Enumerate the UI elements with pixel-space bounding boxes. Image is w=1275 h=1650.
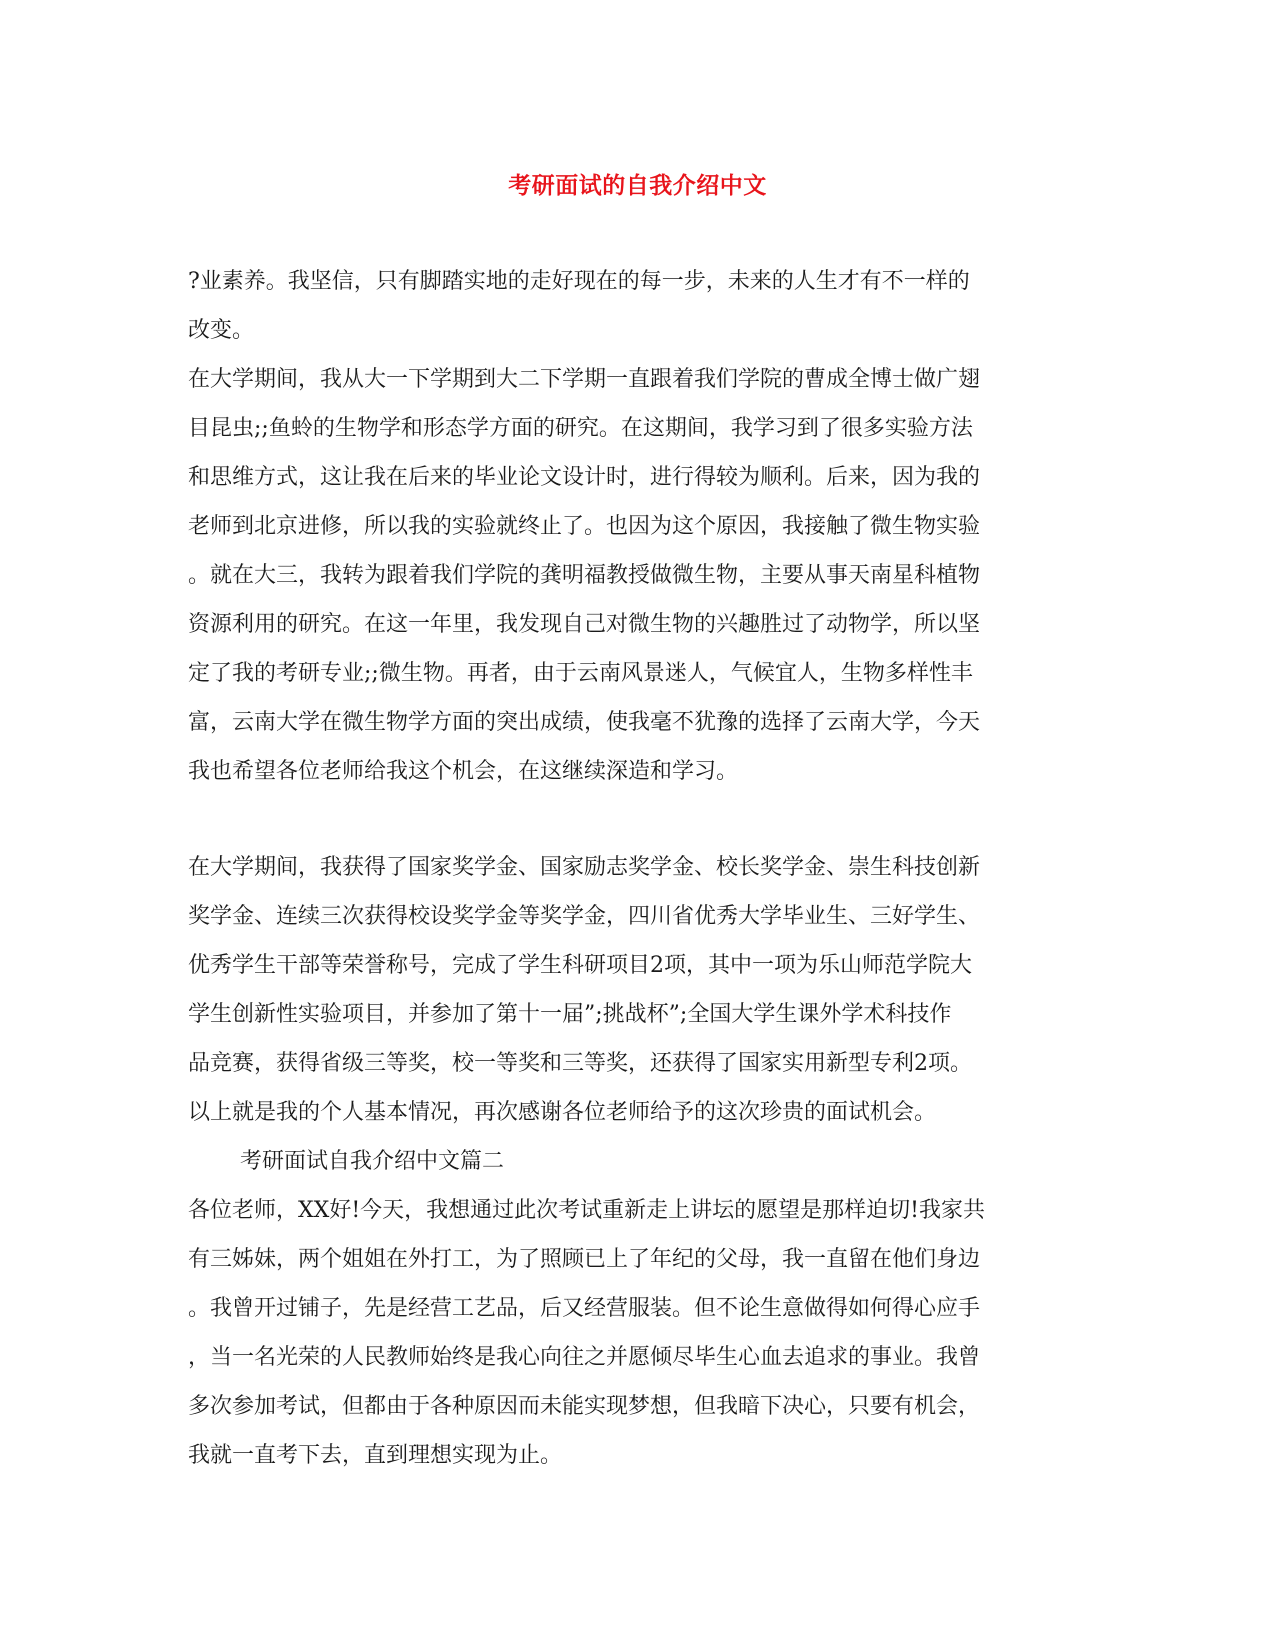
- text-line: 以上就是我的个人基本情况，再次感谢各位老师给予的这次珍贵的面试机会。: [188, 1100, 937, 1125]
- text-line: 老师到北京进修，所以我的实验就终止了。也因为这个原因，我接触了微生物实验: [188, 514, 981, 539]
- text-line: 优秀学生干部等荣誉称号，完成了学生科研项目2项，其中一项为乐山师范学院大: [188, 953, 972, 978]
- text-line: 多次参加考试，但都由于各种原因而未能实现梦想，但我暗下决心，只要有机会，: [188, 1394, 981, 1419]
- text-line: ?业素养。我坚信，只有脚踏实地的走好现在的每一步，未来的人生才有不一样的: [188, 269, 970, 294]
- text-line: ，当一名光荣的人民教师始终是我心向往之并愿倾尽毕生心血去追求的事业。我曾: [188, 1345, 981, 1370]
- section-heading: 考研面试自我介绍中文篇二: [240, 1149, 505, 1174]
- text-line: 。就在大三，我转为跟着我们学院的龚明福教授做微生物，主要从事天南星科植物: [188, 563, 981, 588]
- text-line: 富，云南大学在微生物学方面的突出成绩，使我毫不犹豫的选择了云南大学，今天: [188, 710, 981, 735]
- text-line: 定了我的考研专业;;微生物。再者，由于云南风景迷人，气候宜人，生物多样性丰: [188, 661, 973, 686]
- text-line: 我就一直考下去，直到理想实现为止。: [188, 1443, 563, 1468]
- text-line: 学生创新性实验项目，并参加了第十一届”;挑战杯”;全国大学生课外学术科技作: [188, 1002, 952, 1027]
- text-line: 改变。: [188, 318, 255, 343]
- text-line: 我也希望各位老师给我这个机会，在这继续深造和学习。: [188, 759, 739, 784]
- body-block-1: [188, 257, 1088, 796]
- text-line: 品竞赛，获得省级三等奖，校一等奖和三等奖，还获得了国家实用新型专利2项。: [188, 1051, 972, 1076]
- text-line: 有三姊妹，两个姐姐在外打工，为了照顾已上了年纪的父母，我一直留在他们身边: [188, 1247, 981, 1272]
- body-block-2: [188, 843, 1088, 1480]
- document-title: 考研面试的自我介绍中文: [508, 172, 767, 199]
- text-line: 奖学金、连续三次获得校设奖学金等奖学金，四川省优秀大学毕业生、三好学生、: [188, 904, 981, 929]
- text-line: 在大学期间，我获得了国家奖学金、国家励志奖学金、校长奖学金、崇生科技创新: [188, 855, 981, 880]
- text-line: 在大学期间，我从大一下学期到大二下学期一直跟着我们学院的曹成全博士做广翅: [188, 367, 981, 392]
- text-line: 。我曾开过铺子，先是经营工艺品，后又经营服装。但不论生意做得如何得心应手: [188, 1296, 981, 1321]
- text-line: 和思维方式，这让我在后来的毕业论文设计时，进行得较为顺利。后来，因为我的: [188, 465, 981, 490]
- text-line: 目昆虫;;鱼蛉的生物学和形态学方面的研究。在这期间，我学习到了很多实验方法: [188, 416, 973, 441]
- text-line: 各位老师，XX好!今天，我想通过此次考试重新走上讲坛的愿望是那样迫切!我家共: [188, 1198, 986, 1223]
- text-line: 资源利用的研究。在这一年里，我发现自己对微生物的兴趣胜过了动物学，所以坚: [188, 612, 981, 637]
